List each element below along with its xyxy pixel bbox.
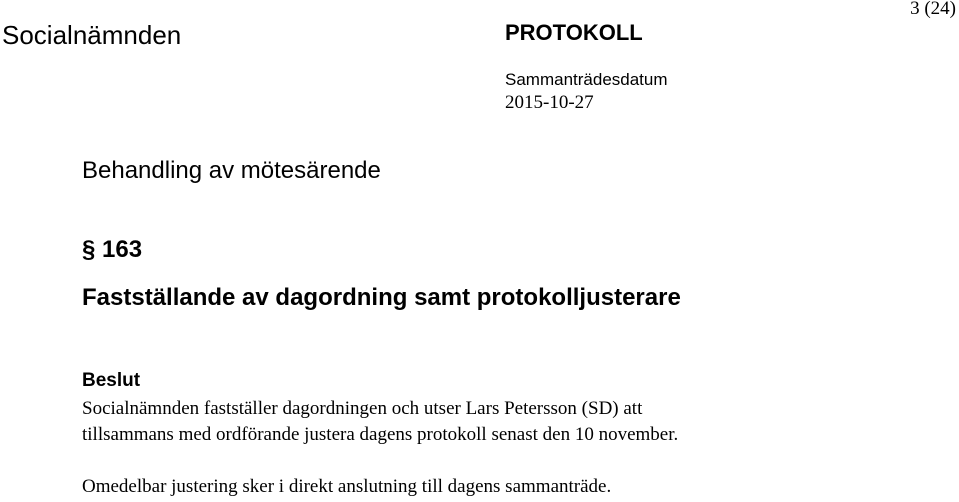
adjustment-text: Omedelbar justering sker i direkt anslutning till dagens sammanträde. bbox=[82, 476, 612, 497]
organization-name: Socialnämnden bbox=[2, 20, 182, 50]
document-type: PROTOKOLL bbox=[505, 20, 643, 45]
meeting-date-label: Sammanträdesdatum bbox=[505, 70, 668, 89]
page-number: 3 (24) bbox=[910, 0, 956, 19]
decision-text-line: Socialnämnden fastställer dagordningen och utser Lars Petersson (SD) att bbox=[82, 398, 643, 419]
item-title: Fastställande av dagordning samt protokolljusterare bbox=[82, 284, 681, 311]
decision-heading: Beslut bbox=[82, 370, 141, 391]
section-heading: Behandling av mötesärende bbox=[82, 157, 381, 184]
paragraph-number: § 163 bbox=[82, 236, 143, 263]
decision-text-line: tillsammans med ordförande justera dagens protokoll senast den 10 november. bbox=[82, 424, 679, 445]
meeting-date-value: 2015-10-27 bbox=[505, 92, 594, 113]
